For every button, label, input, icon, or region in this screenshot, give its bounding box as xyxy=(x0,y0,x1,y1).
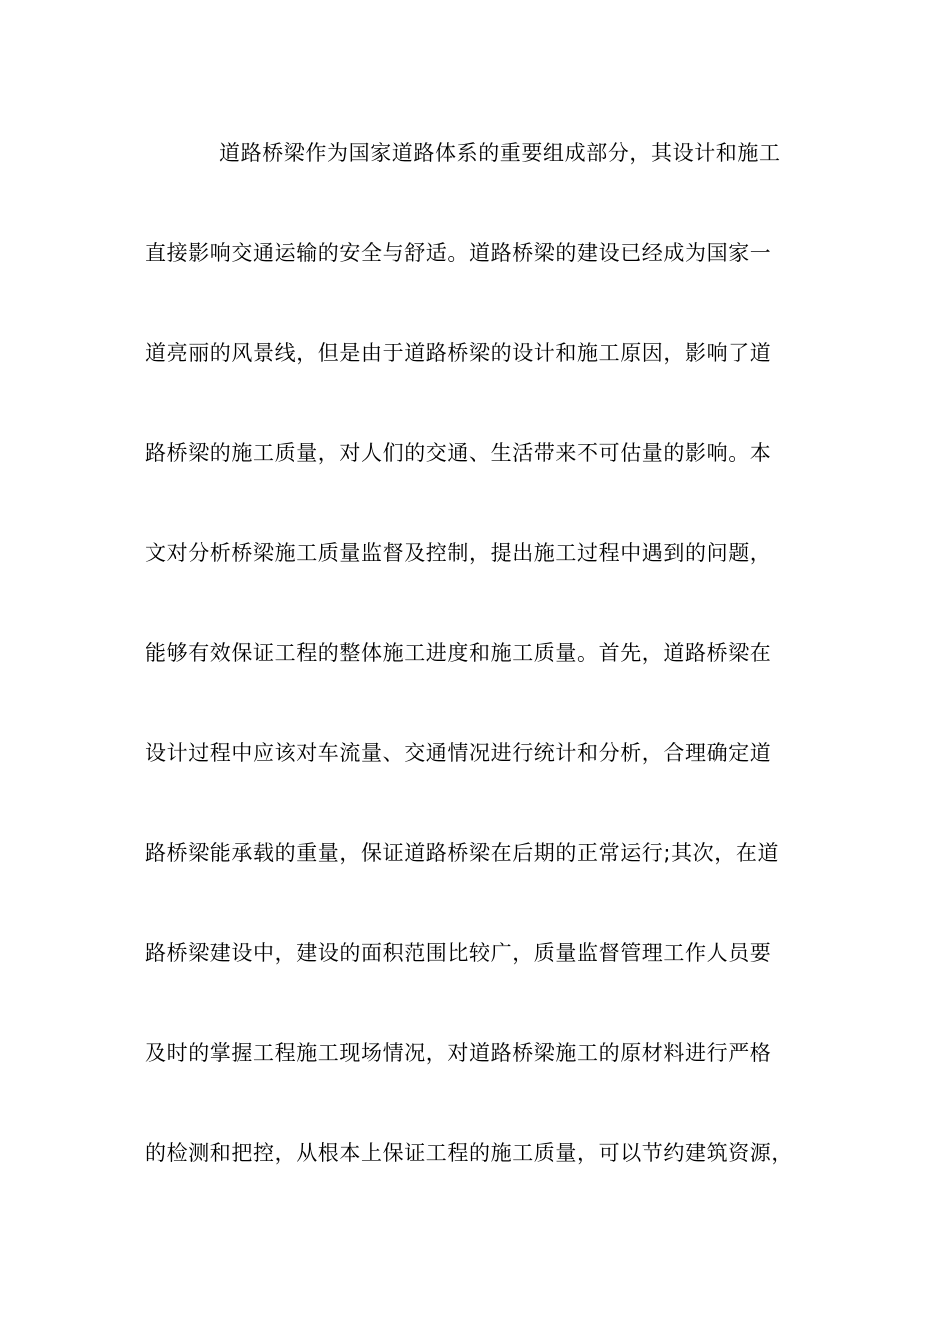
body-paragraph xyxy=(145,130,825,1230)
paragraph-line: 路桥梁能承载的重量，保证道路桥梁在后期的正常运行;其次，在道 xyxy=(145,841,780,865)
paragraph-line: 文对分析桥梁施工质量监督及控制，提出施工过程中遇到的问题， xyxy=(145,541,772,565)
paragraph-line: 设计过程中应该对车流量、交通情况进行统计和分析，合理确定道 xyxy=(145,741,772,765)
paragraph-line: 路桥梁建设中，建设的面积范围比较广，质量监督管理工作人员要 xyxy=(145,941,772,965)
paragraph-line: 路桥梁的施工质量，对人们的交通、生活带来不可估量的影响。本 xyxy=(145,441,772,465)
paragraph-line: 道亮丽的风景线，但是由于道路桥梁的设计和施工原因，影响了道 xyxy=(145,341,772,365)
paragraph-line: 的检测和把控，从根本上保证工程的施工质量，可以节约建筑资源， xyxy=(145,1141,793,1165)
paragraph-line: 直接影响交通运输的安全与舒适。道路桥梁的建设已经成为国家一 xyxy=(145,241,772,265)
paragraph-line: 道路桥梁作为国家道路体系的重要组成部分，其设计和施工 xyxy=(219,141,781,165)
paragraph-line: 能够有效保证工程的整体施工进度和施工质量。首先，道路桥梁在 xyxy=(145,641,772,665)
paragraph-line: 及时的掌握工程施工现场情况，对道路桥梁施工的原材料进行严格 xyxy=(145,1041,772,1065)
